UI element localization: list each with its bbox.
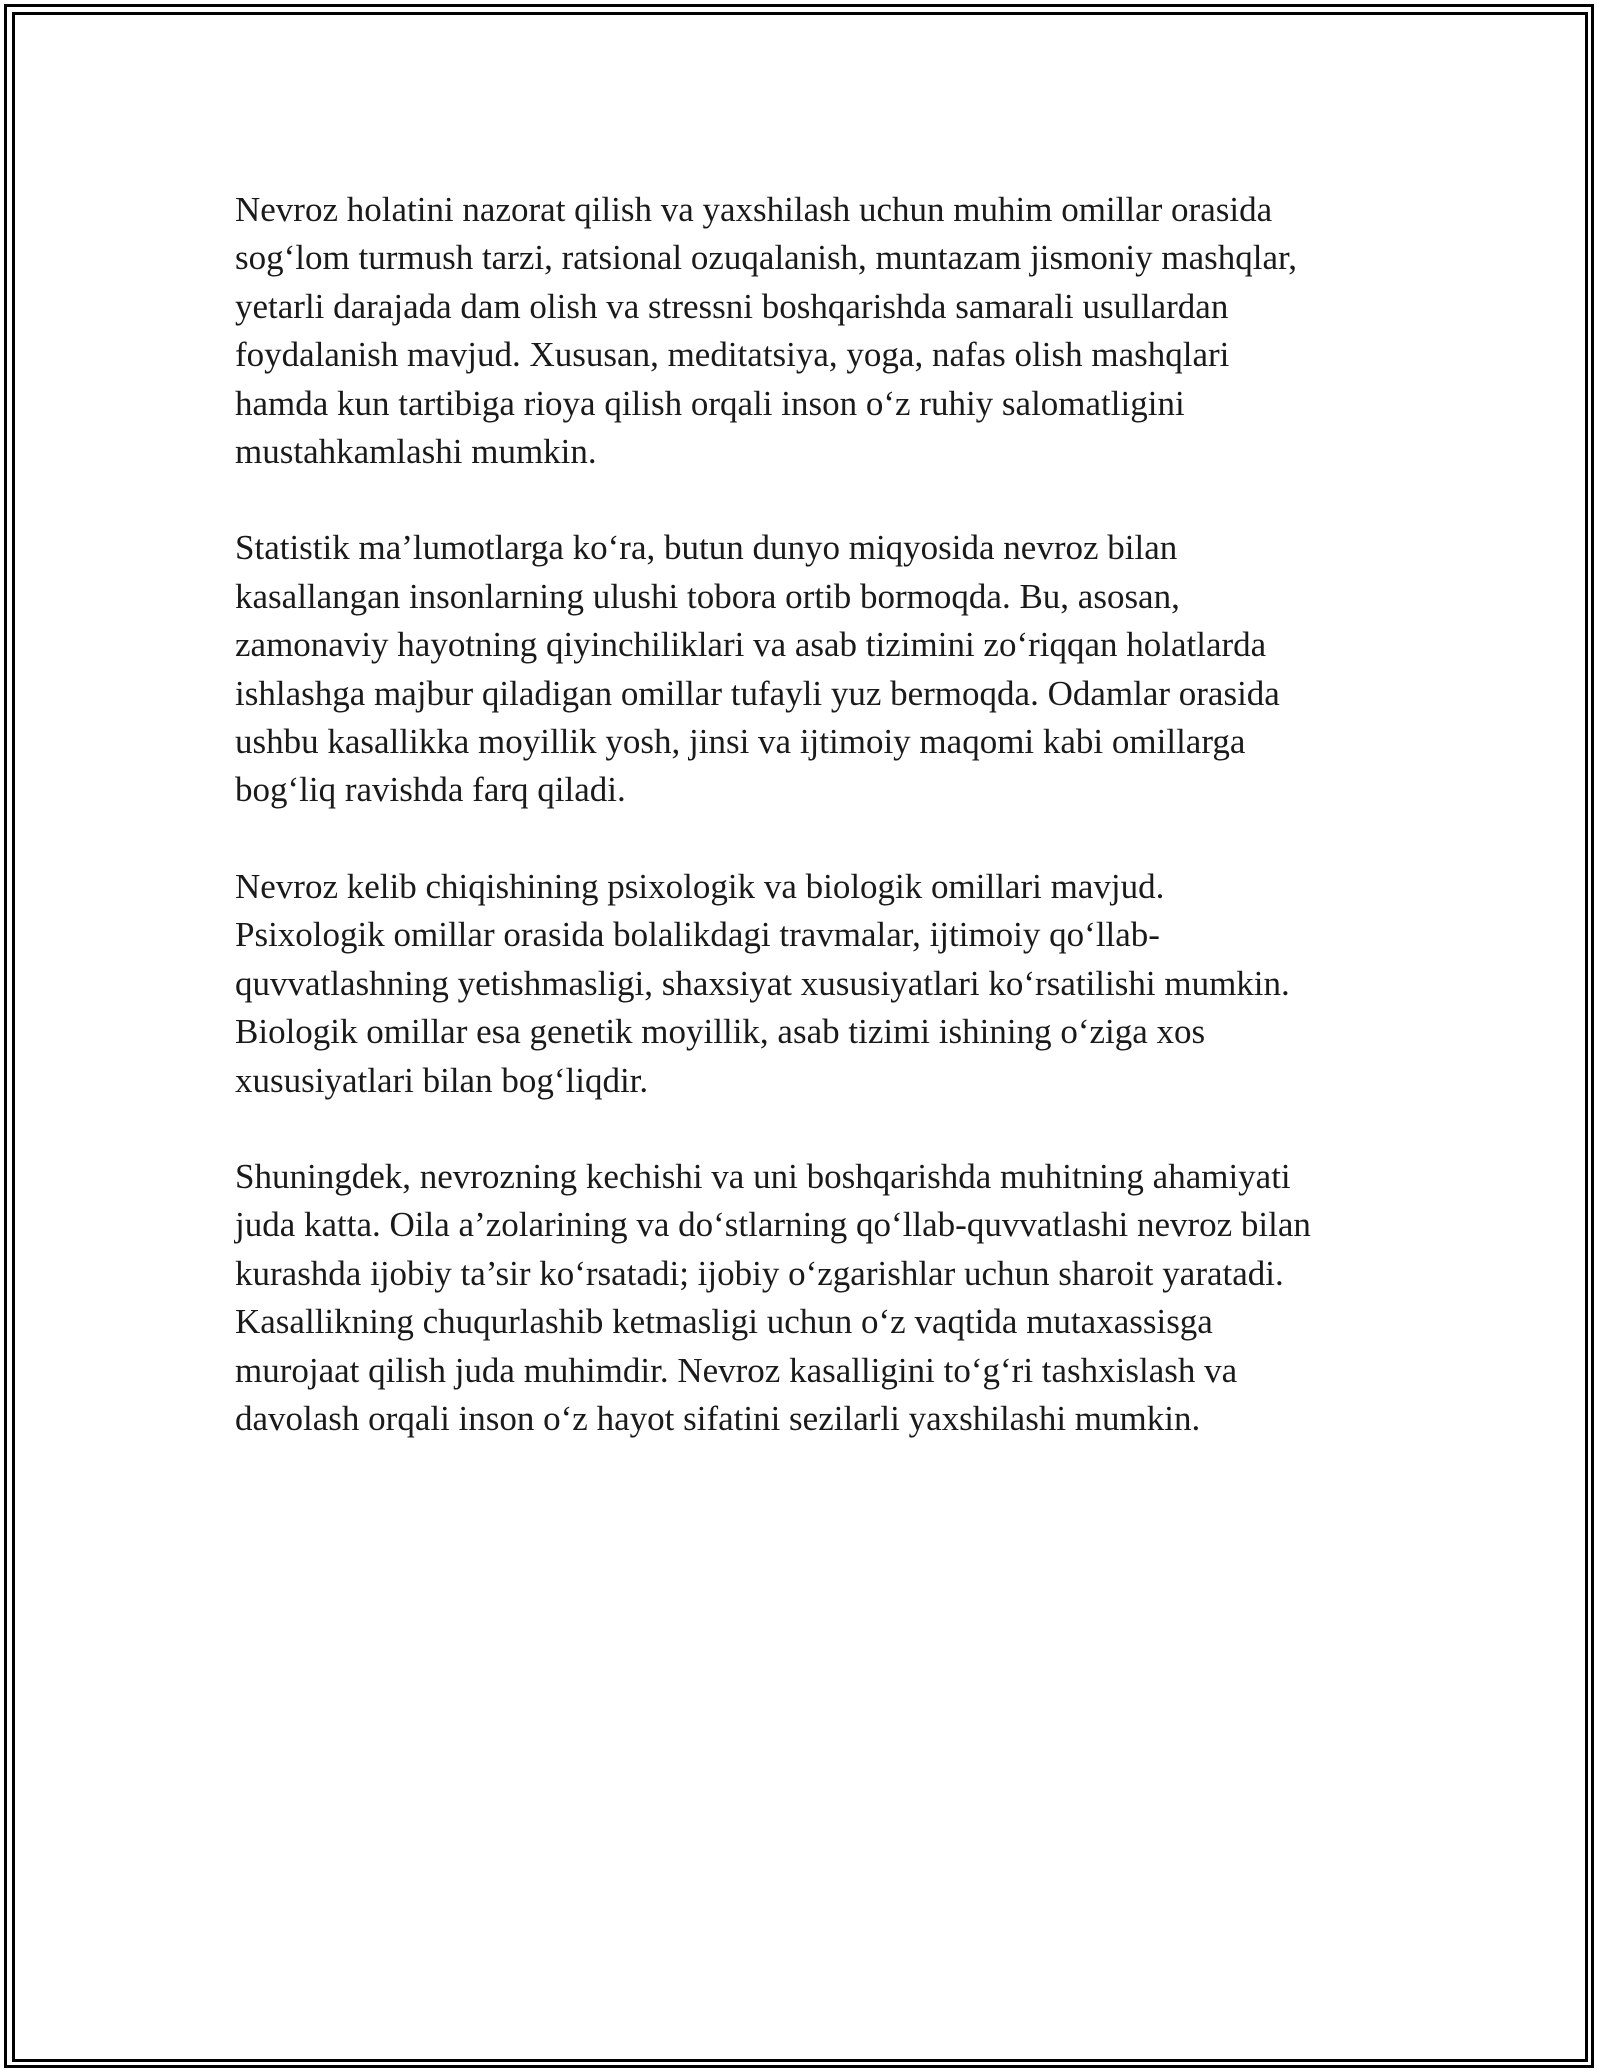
text-line: Nevroz holatini nazorat qilish va yaxshilash uchun muhim omillar orasida	[235, 190, 1273, 229]
text-line: hamda kun tartibiga rioya qilish orqali inson o‘z ruhiy salomatligini	[235, 383, 1185, 423]
text-line: mustahkamlashi mumkin.	[235, 432, 597, 472]
text-line: yetarli darajada dam olish va stressni boshqarishda samarali usullardan	[235, 286, 1229, 326]
paragraph	[235, 524, 1375, 814]
text-line: kasallangan insonlarning ulushi tobora ortib bormoqda. Bu, asosan,	[235, 576, 1180, 616]
paragraph	[235, 1153, 1375, 1443]
text-line: davolash orqali inson o‘z hayot sifatini sezilarli yaxshilashi mumkin.	[235, 1398, 1201, 1438]
text-line: Shuningdek, nevrozning kechishi va uni boshqarishda muhitning ahamiyati	[235, 1156, 1291, 1196]
text-line: xususiyatlari bilan bog‘liqdir.	[235, 1060, 649, 1100]
text-line: Psixologik omillar orasida bolalikdagi travmalar, ijtimoiy qo‘llab-	[235, 915, 1160, 955]
text-line: kurashda ijobiy ta’sir ko‘rsatadi; ijobiy o‘zgarishlar uchun sharoit yaratadi.	[235, 1253, 1284, 1293]
text-line: ushbu kasallikka moyillik yosh, jinsi va ijtimoiy maqomi kabi omillarga	[235, 722, 1246, 762]
text-line: sog‘lom turmush tarzi, ratsional ozuqalanish, muntazam jismoniy mashqlar,	[235, 238, 1297, 278]
text-line: bog‘liq ravishda farq qiladi.	[235, 770, 626, 810]
text-line: foydalanish mavjud. Xususan, meditatsiya, yoga, nafas olish mashqlari	[235, 335, 1230, 375]
text-line: zamonaviy hayotning qiyinchiliklari va asab tizimini zo‘riqqan holatlarda	[235, 625, 1267, 665]
text-line: Kasallikning chuqurlashib ketmasligi uchun o‘z vaqtida mutaxassisga	[235, 1302, 1213, 1342]
text-line: murojaat qilish juda muhimdir. Nevroz kasalligini to‘g‘ri tashxislash va	[235, 1350, 1238, 1390]
paragraph	[235, 186, 1375, 476]
text-line: Biologik omillar esa genetik moyillik, asab tizimi ishining o‘ziga xos	[235, 1012, 1206, 1052]
text-line: juda katta. Oila a’zolarining va do‘stlarning qo‘llab-quvvatlashi nevroz bilan	[235, 1205, 1311, 1245]
text-line: Statistik ma’lumotlarga ko‘ra, butun dunyo miqyosida nevroz bilan	[235, 528, 1178, 568]
text-line: quvvatlashning yetishmasligi, shaxsiyat xususiyatlari ko‘rsatilishi mumkin.	[235, 963, 1290, 1003]
text-line: Nevroz kelib chiqishining psixologik va biologik omillari mavjud.	[235, 866, 1165, 906]
document-body	[235, 186, 1375, 1491]
text-line: ishlashga majbur qiladigan omillar tufayli yuz bermoqda. Odamlar orasida	[235, 673, 1280, 713]
paragraph	[235, 863, 1375, 1105]
